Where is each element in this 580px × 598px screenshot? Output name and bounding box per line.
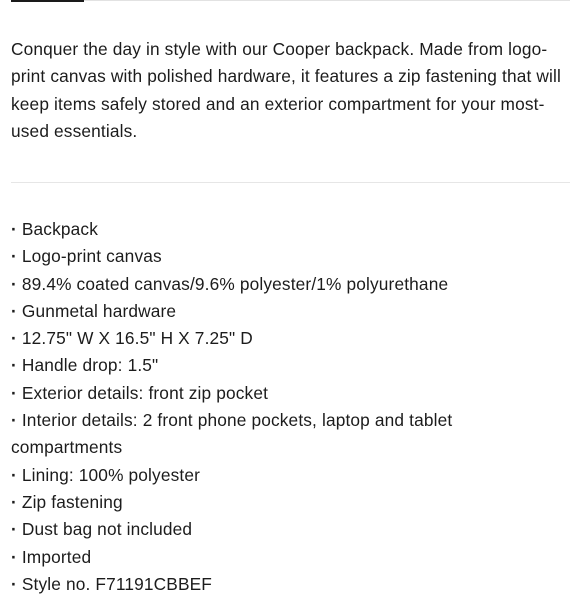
detail-item: · Logo-print canvas <box>11 243 563 270</box>
detail-item: · Interior details: 2 front phone pockets, laptop and tablet compartments <box>11 407 563 462</box>
tabs-divider <box>11 0 570 1</box>
detail-item: · Imported <box>11 544 563 571</box>
detail-item: · Handle drop: 1.5" <box>11 352 563 379</box>
detail-item: · Lining: 100% polyester <box>11 462 563 489</box>
detail-item: · Gunmetal hardware <box>11 298 563 325</box>
detail-item: · Dust bag not included <box>11 516 563 543</box>
section-divider <box>11 182 570 183</box>
detail-item: · Exterior details: front zip pocket <box>11 380 563 407</box>
product-description: Conquer the day in style with our Cooper backpack. Made from logo-print canvas with polished hardware, it features a zip fastening that will keep items safely stored and an exterior compartment for your most-used essentials. <box>11 39 561 142</box>
detail-item: · Zip fastening <box>11 489 563 516</box>
detail-item: · 12.75" W X 16.5" H X 7.25" D <box>11 325 563 352</box>
detail-item: · 89.4% coated canvas/9.6% polyester/1% polyurethane <box>11 271 563 298</box>
active-tab-indicator <box>11 0 84 2</box>
product-details-list <box>11 216 563 598</box>
detail-item: · Style no. F71191CBBEF <box>11 571 563 598</box>
detail-item: · Backpack <box>11 216 563 243</box>
